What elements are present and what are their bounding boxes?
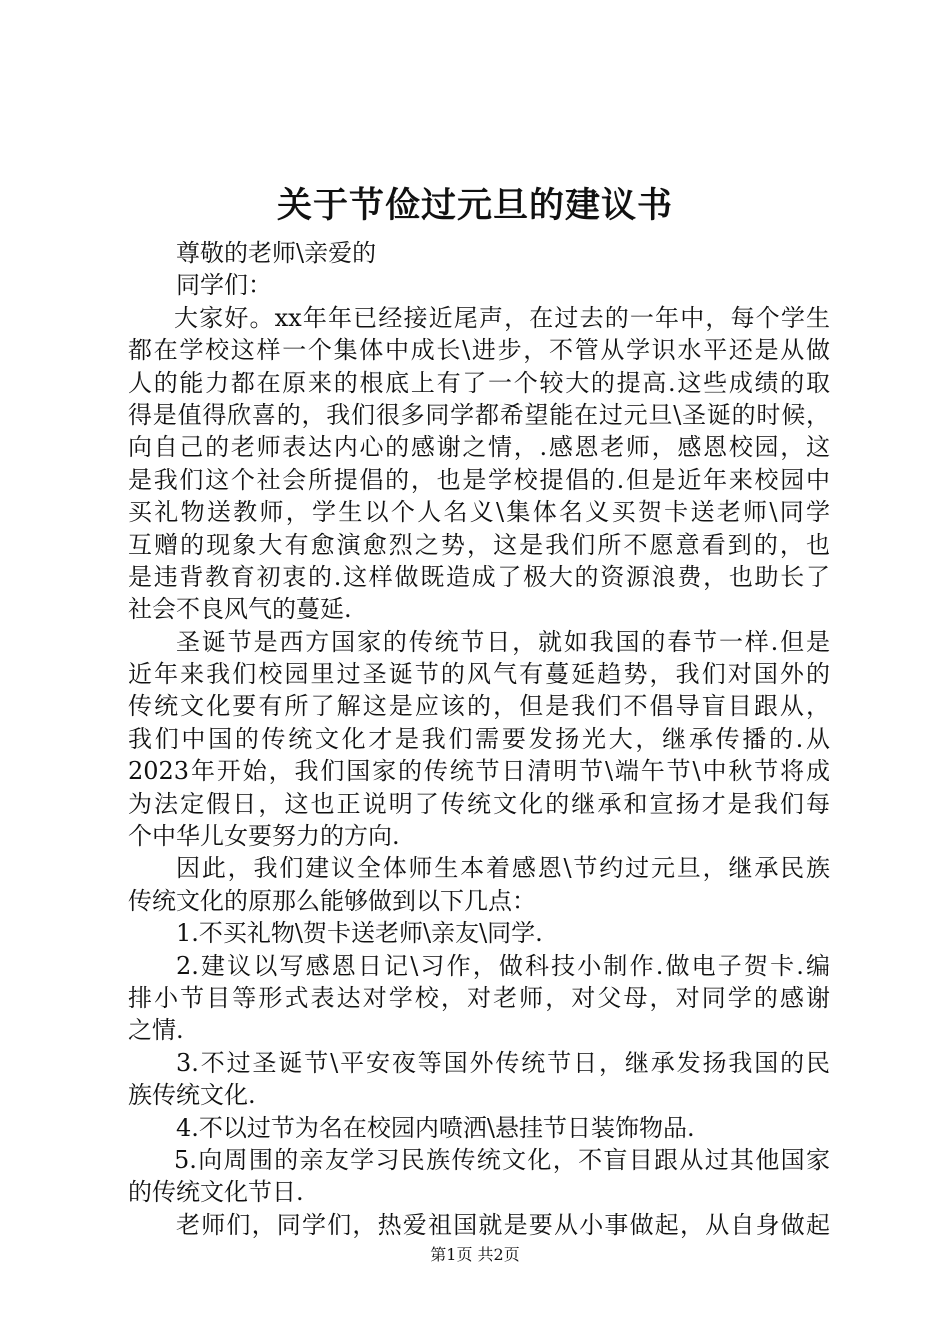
body-line: 圣诞节是西方国家的传统节日，就如我国的春节一样.但是	[176, 627, 830, 656]
body-line: 社会不良风气的蔓延.	[128, 595, 352, 624]
body-line: 因此，我们建议全体师生本着感恩\节约过元旦，继承民族	[176, 854, 830, 883]
body-line: 的传统文化节日.	[128, 1178, 304, 1207]
body-line: 尊敬的老师\亲爱的	[176, 239, 377, 267]
body-line: 大家好。xx年年已经接近尾声，在过去的一年中，每个学生	[174, 303, 830, 332]
document-body	[128, 237, 830, 1241]
page-number-footer: 第1页 共2页	[430, 1245, 520, 1264]
body-line: 4.不以过节为名在校园内喷洒\悬挂节日装饰物品.	[176, 1113, 695, 1142]
body-line: 传统文化的原那么能够做到以下几点：	[128, 886, 536, 915]
body-line: 老师们，同学们，热爱祖国就是要从小事做起，从自身做起	[176, 1210, 830, 1239]
body-line: 2.建议以写感恩日记\习作，做科技小制作.做电子贺卡.编	[176, 951, 830, 980]
body-line: 近年来我们校园里过圣诞节的风气有蔓延趋势，我们对国外的	[128, 660, 830, 689]
body-line: 向自己的老师表达内心的感谢之情，.感恩老师，感恩校园，这	[128, 433, 830, 462]
body-line: 是违背教育初衷的.这样做既造成了极大的资源浪费，也助长了	[128, 562, 830, 591]
body-line: 3.不过圣诞节\平安夜等国外传统节日，继承发扬我国的民	[176, 1048, 830, 1077]
body-line: 都在学校这样一个集体中成长\进步，不管从学识水平还是从做	[128, 336, 830, 365]
body-line: 个中华儿女要努力的方向.	[128, 822, 400, 851]
body-line: 5.向周围的亲友学习民族传统文化，不盲目跟从过其他国家	[174, 1145, 830, 1174]
body-line: 互赠的现象大有愈演愈烈之势，这是我们所不愿意看到的，也	[128, 530, 830, 559]
body-line: 1.不买礼物\贺卡送老师\亲友\同学.	[176, 919, 543, 948]
body-line: 排小节目等形式表达对学校，对老师，对父母，对同学的感谢	[128, 983, 830, 1012]
body-line: 族传统文化.	[128, 1081, 256, 1110]
document-title: 关于节俭过元旦的建议书	[276, 185, 673, 226]
body-line: 我们中国的传统文化才是我们需要发扬光大，继承传播的.从	[128, 724, 830, 753]
body-line: 得是值得欣喜的，我们很多同学都希望能在过元旦\圣诞的时候，	[128, 400, 830, 429]
body-line: 2023年开始，我们国家的传统节日清明节\端午节\中秋节将成	[128, 757, 830, 786]
body-line: 传统文化要有所了解这是应该的，但是我们不倡导盲目跟从，	[128, 692, 830, 721]
body-line: 人的能力都在原来的根底上有了一个较大的提高.这些成绩的取	[128, 368, 830, 397]
body-line: 买礼物送教师，学生以个人名义\集体名义买贺卡送老师\同学	[128, 498, 830, 527]
body-line: 同学们：	[176, 271, 272, 300]
body-line: 是我们这个社会所提倡的，也是学校提倡的.但是近年来校园中	[128, 465, 830, 494]
body-line: 之情.	[128, 1016, 184, 1045]
body-line: 为法定假日，这也正说明了传统文化的继承和宣扬才是我们每	[128, 789, 830, 818]
